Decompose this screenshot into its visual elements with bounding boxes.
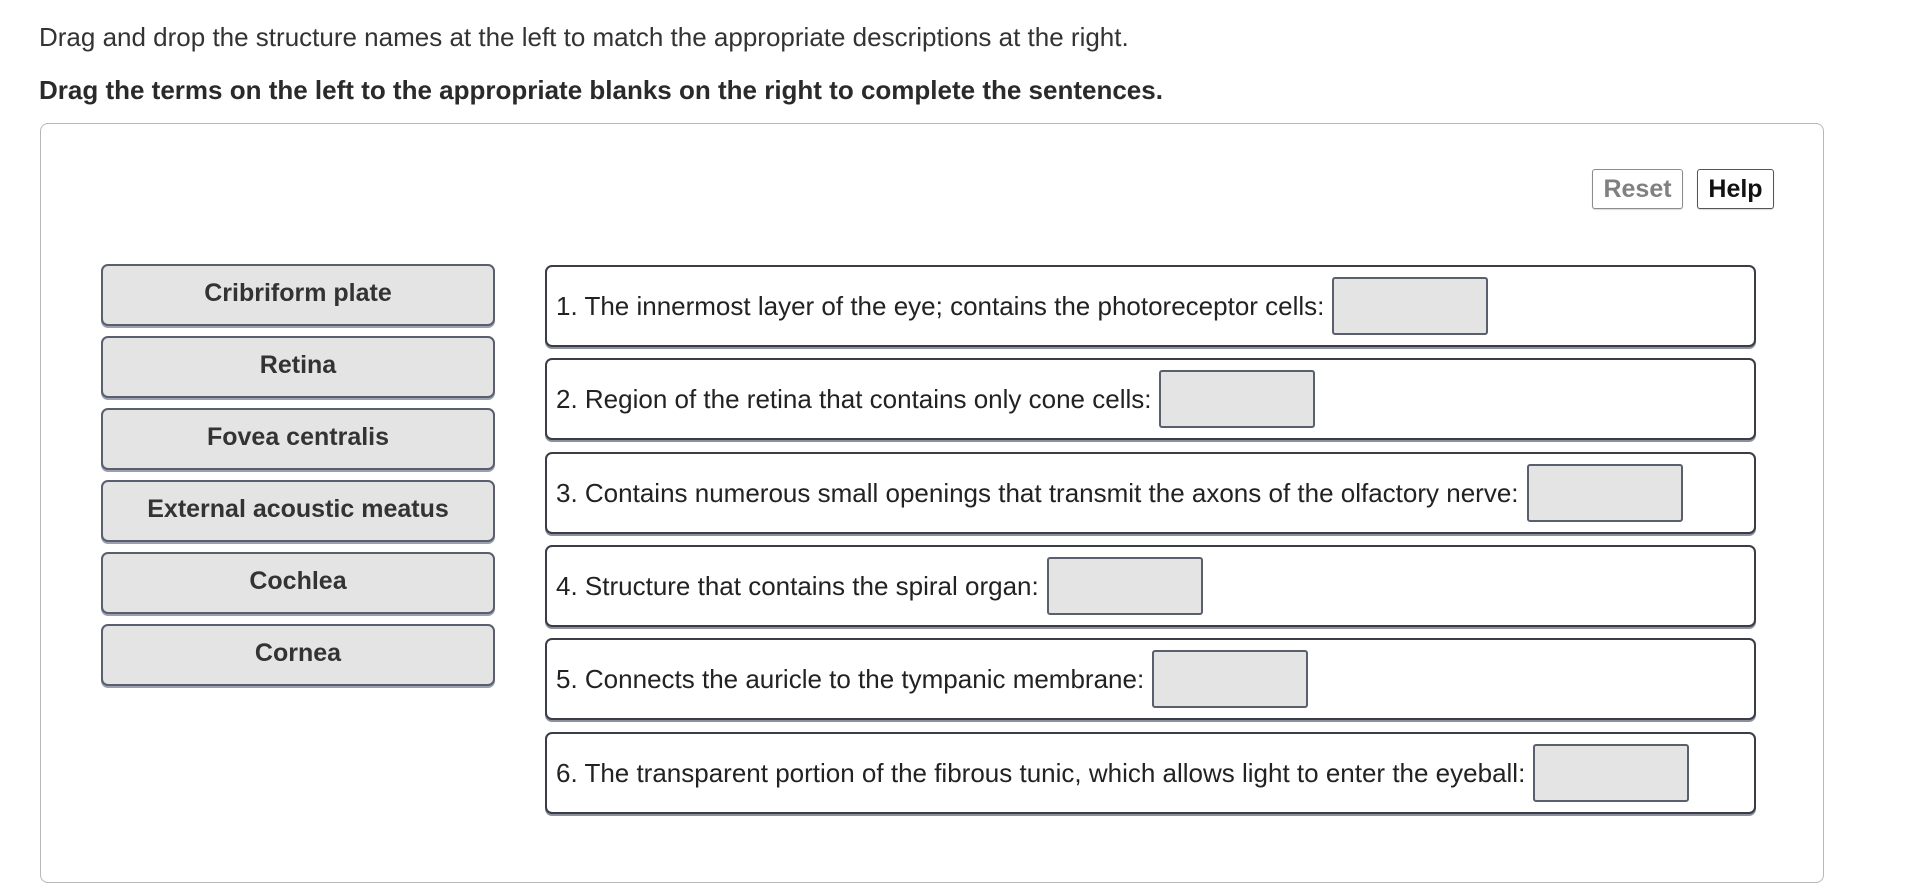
sentence-2-text: 2. Region of the retina that contains only cone cells: bbox=[556, 383, 1152, 414]
term-cornea[interactable]: Cornea bbox=[101, 624, 495, 686]
term-fovea-centralis[interactable]: Fovea centralis bbox=[101, 408, 495, 470]
reset-button[interactable]: Reset bbox=[1592, 169, 1683, 209]
term-external-acoustic-meatus[interactable]: External acoustic meatus bbox=[101, 480, 495, 542]
sentence-1 bbox=[545, 265, 1756, 347]
sentence-5-text: 5. Connects the auricle to the tympanic membrane: bbox=[556, 663, 1145, 694]
drop-blank-4[interactable] bbox=[1047, 557, 1203, 615]
sentence-3-text: 3. Contains numerous small openings that transmit the axons of the olfactory nerve: bbox=[556, 477, 1519, 508]
instructions-text: Drag and drop the structure names at the left to match the appropriate descriptions at the right. bbox=[39, 22, 1129, 52]
term-retina[interactable]: Retina bbox=[101, 336, 495, 398]
sentence-5 bbox=[545, 638, 1756, 720]
sentence-4 bbox=[545, 545, 1756, 627]
sentence-6 bbox=[545, 732, 1756, 814]
drop-blank-3[interactable] bbox=[1527, 464, 1683, 522]
drop-blank-6[interactable] bbox=[1533, 744, 1689, 802]
help-button[interactable]: Help bbox=[1697, 169, 1774, 209]
sentence-2 bbox=[545, 358, 1756, 440]
term-cochlea[interactable]: Cochlea bbox=[101, 552, 495, 614]
sentence-3 bbox=[545, 452, 1756, 534]
drop-blank-1[interactable] bbox=[1332, 277, 1488, 335]
sentence-1-text: 1. The innermost layer of the eye; contains the photoreceptor cells: bbox=[556, 290, 1325, 321]
sentence-4-text: 4. Structure that contains the spiral organ: bbox=[556, 570, 1039, 601]
drop-blank-2[interactable] bbox=[1159, 370, 1315, 428]
drop-blank-5[interactable] bbox=[1152, 650, 1308, 708]
task-subtitle: Drag the terms on the left to the appropriate blanks on the right to complete the sentences. bbox=[39, 75, 1163, 105]
term-cribriform-plate[interactable]: Cribriform plate bbox=[101, 264, 495, 326]
sentence-6-text: 6. The transparent portion of the fibrous tunic, which allows light to enter the eyeball: bbox=[556, 757, 1526, 788]
